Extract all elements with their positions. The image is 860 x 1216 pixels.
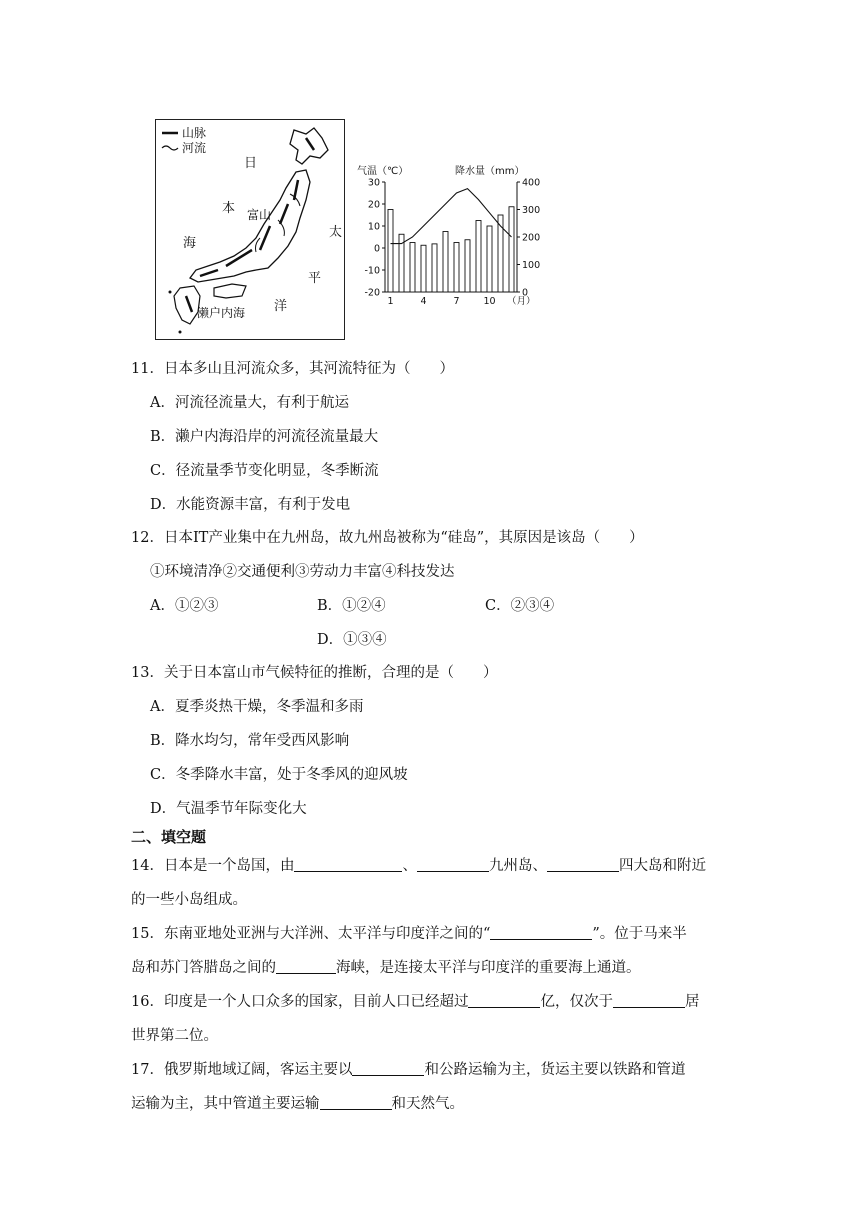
q16-blank-1[interactable] xyxy=(468,993,540,1008)
precip-bar xyxy=(454,243,459,293)
map-label-yang: 洋 xyxy=(274,299,288,314)
q14-text-3: 九州岛、 xyxy=(488,858,547,874)
question-13-stem: 13．关于日本富山市气候特征的推断，合理的是（ ） xyxy=(131,665,498,681)
q12-items: ①环境清净②交通便利③劳动力丰富④科技发达 xyxy=(150,564,455,580)
q14-blank-3[interactable] xyxy=(547,857,619,872)
q11-option-d: D．水能资源丰富，有利于发电 xyxy=(150,497,351,513)
q17-text-4: 和天然气。 xyxy=(391,1096,464,1112)
temp-tick-label: 0 xyxy=(373,243,380,255)
precip-axis-title: 降水量（mm） xyxy=(455,166,525,177)
q14-blank-2[interactable] xyxy=(417,857,489,872)
q17-text-3: 运输为主，其中管道主要运输 xyxy=(131,1096,320,1112)
q16-blank-2[interactable] xyxy=(613,993,685,1008)
japan-map xyxy=(155,119,345,340)
precip-bar xyxy=(476,221,481,293)
question-12-stem: 12．日本IT产业集中在九州岛，故九州岛被称为“硅岛”，其原因是该岛（ ） xyxy=(131,530,644,546)
map-label-ri: 日 xyxy=(244,156,258,171)
temp-tick-label: -10 xyxy=(364,265,380,277)
temperature-line xyxy=(391,189,512,244)
q14-text-4: 四大岛和附近 xyxy=(618,858,706,874)
question-14-line1 xyxy=(131,856,706,876)
precip-tick-label: 200 xyxy=(522,232,541,244)
precip-tick-label: 100 xyxy=(522,260,541,271)
climate-chart-svg xyxy=(355,160,555,310)
question-16-line2: 世界第二位。 xyxy=(131,1028,218,1044)
q11-option-b: B．濑户内海沿岸的河流径流量最大 xyxy=(150,429,379,445)
map-label-tai: 太 xyxy=(329,225,343,240)
precip-bar xyxy=(443,232,448,293)
x-tick-label: 1 xyxy=(387,296,394,307)
q15-text-3: 岛和苏门答腊岛之间的 xyxy=(131,960,276,976)
q11-option-a: A．河流径流量大，有利于航运 xyxy=(150,395,349,411)
question-14-line2: 的一些小岛组成。 xyxy=(131,892,247,908)
map-label-ping: 平 xyxy=(308,271,322,286)
q13-option-d: D．气温季节年际变化大 xyxy=(150,801,307,817)
q12-option-d: D．①③④ xyxy=(317,632,387,648)
q12-option-a: A．①②③ xyxy=(150,598,219,614)
q14-blank-1[interactable] xyxy=(294,857,402,872)
map-label-seto-sea: 濑户内海 xyxy=(197,306,246,320)
q17-text-2: 和公路运输为主，货运主要以铁路和管道 xyxy=(424,1062,686,1078)
q17-blank-1[interactable] xyxy=(352,1061,424,1076)
q16-text-1: 16．印度是一个人口众多的国家，目前人口已经超过 xyxy=(131,994,469,1010)
climate-chart xyxy=(355,160,555,310)
q12-option-c: C．②③④ xyxy=(485,598,555,614)
legend-river-label: 河流 xyxy=(182,141,207,155)
x-tick-label: 4 xyxy=(420,296,427,307)
precip-bar xyxy=(388,210,393,293)
q15-text-1: 15．东南亚地处亚洲与大洋洲、太平洋与印度洋之间的“ xyxy=(131,926,491,942)
precip-bar xyxy=(487,226,492,292)
q17-blank-2[interactable] xyxy=(320,1095,392,1110)
q15-blank-2[interactable] xyxy=(276,959,336,974)
temp-tick-label: -20 xyxy=(364,287,380,299)
q13-option-a: A．夏季炎热干燥，冬季温和多雨 xyxy=(150,699,364,715)
precip-tick-label: 300 xyxy=(522,205,541,216)
q14-text-1: 14．日本是一个岛国，由 xyxy=(131,858,295,874)
q15-text-2: ”。位于马来半 xyxy=(592,926,687,942)
q13-option-b: B．降水均匀，常年受西风影响 xyxy=(150,733,350,749)
q14-text-2: 、 xyxy=(402,858,417,874)
section-title-fill-in: 二、填空题 xyxy=(131,828,207,846)
precip-tick-label: 0 xyxy=(522,287,529,299)
map-label-hai: 海 xyxy=(183,236,197,251)
temp-tick-label: 20 xyxy=(367,199,380,211)
q16-text-2: 亿，仅次于 xyxy=(540,994,613,1010)
x-tick-label: 10 xyxy=(483,296,496,307)
q17-text-1: 17．俄罗斯地域辽阔，客运主要以 xyxy=(131,1062,353,1078)
question-16-line1 xyxy=(131,992,699,1012)
temp-tick-label: 30 xyxy=(367,177,380,189)
x-tick-label: 7 xyxy=(453,296,460,307)
precip-bar xyxy=(410,243,415,293)
q13-option-c: C．冬季降水丰富，处于冬季风的迎风坡 xyxy=(150,767,408,783)
temp-axis-title: 气温（℃） xyxy=(357,166,409,177)
precip-bar xyxy=(509,207,514,292)
q15-text-4: 海峡，是连接太平洋与印度洋的重要海上通道。 xyxy=(336,960,641,976)
x-axis-unit: （月） xyxy=(507,296,536,307)
question-17-line1 xyxy=(131,1060,685,1080)
temp-tick-label: 10 xyxy=(367,221,380,233)
question-15-line1 xyxy=(131,924,687,944)
question-15-line2 xyxy=(131,958,641,978)
map-label-fushan: 富山 xyxy=(247,208,272,222)
precip-bar xyxy=(432,244,437,292)
q16-text-3: 居 xyxy=(684,994,700,1010)
precip-bar xyxy=(421,245,426,292)
q12-option-b: B．①②④ xyxy=(317,598,386,614)
question-11-stem: 11．日本多山且河流众多，其河流特征为（ ） xyxy=(131,361,454,377)
q15-blank-1[interactable] xyxy=(490,925,592,940)
precip-tick-label: 400 xyxy=(522,177,541,189)
question-17-line2 xyxy=(131,1094,464,1114)
legend-mountain-label: 山脉 xyxy=(182,126,207,140)
q11-option-c: C．径流量季节变化明显，冬季断流 xyxy=(150,463,379,479)
precip-bar xyxy=(465,240,470,292)
map-label-ben: 本 xyxy=(222,201,236,216)
